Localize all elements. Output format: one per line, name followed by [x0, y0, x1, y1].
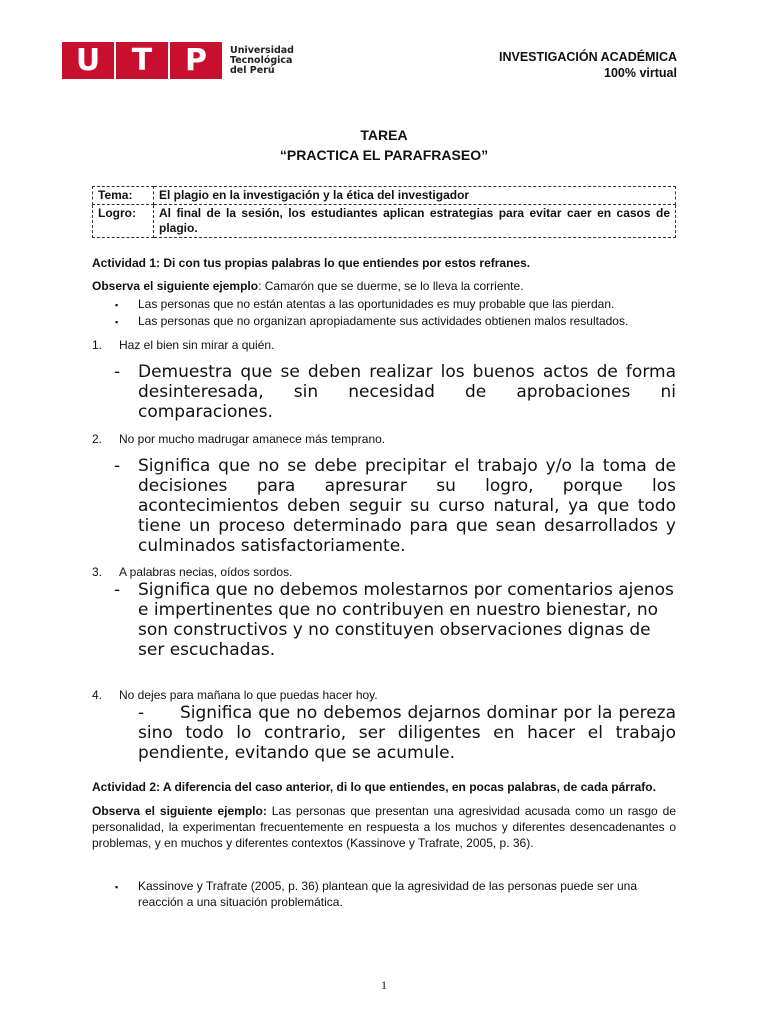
- page-number: 1: [381, 978, 387, 992]
- example-bullet-1: Las personas que no están atentas a las oportunidades es muy probable que las pierdan.: [138, 297, 615, 311]
- square-bullet-icon: ▪: [115, 317, 119, 327]
- title-line-2: “PRACTICA EL PARAFRASEO”: [279, 147, 489, 163]
- refran-3-text: A palabras necias, oídos sordos.: [119, 565, 293, 579]
- logo-university-name: [230, 46, 294, 76]
- logro-value: Al final de la sesión, los estudiantes aplican estrategias para evitar caer en casos de plagio.: [154, 205, 676, 238]
- utp-logo: [62, 42, 294, 79]
- activity2-example-text: Las personas que presentan una agresividad acusada como un rasgo de personalidad, la experimentan frecuentemente en respuesta a los muchos y diferentes desencadenantes o problemas, y en muchos y diferentes contextos (Kassinove y Trafrate, 2005, p. 36).: [92, 804, 676, 850]
- activity1-example: [92, 278, 524, 294]
- logo-text-line-3: del Perú: [230, 64, 275, 76]
- info-table: [92, 186, 676, 238]
- logo-letter-p: P: [170, 42, 222, 79]
- logo-text-line-2: Tecnológica: [230, 54, 293, 66]
- list-item: [115, 296, 675, 313]
- logro-label: Logro:: [93, 205, 154, 238]
- activity2-bullets: [115, 878, 676, 910]
- activity1-example-bullets: [115, 296, 675, 330]
- refran-4: [92, 687, 378, 703]
- list-item: [115, 878, 676, 910]
- example-bullet-2: Las personas que no organizan apropiadamente sus actividades obtienen malos resultados.: [138, 314, 629, 328]
- tema-value: El plagio en la investigación y la ética del investigador: [154, 187, 676, 205]
- answer-3: [114, 580, 676, 660]
- logo-text-line-1: Universidad: [230, 44, 294, 56]
- refran-2: [92, 431, 385, 447]
- activity2-heading: Actividad 2: A diferencia del caso anterior, di lo que entiendes, en pocas palabras, de cada párrafo.: [92, 780, 656, 794]
- activity1-heading: Actividad 1: Di con tus propias palabras lo que entiendes por estos refranes.: [92, 256, 531, 270]
- refran-3: [92, 564, 292, 580]
- answer-1-dash: -: [114, 362, 121, 382]
- page-title: [0, 125, 768, 165]
- activity2-bullet-1: Kassinove y Trafrate (2005, p. 36) plantean que la agresividad de las personas puede ser una reacción a una situación problemática.: [138, 879, 637, 909]
- answer-1-text: Demuestra que se deben realizar los buenos actos de forma desinteresada, sin necesidad de aprobaciones ni comparaciones.: [138, 362, 676, 422]
- activity2-example-label: Observa el siguiente ejemplo:: [92, 804, 267, 818]
- square-bullet-icon: ▪: [115, 882, 119, 892]
- answer-2-dash: -: [114, 456, 121, 476]
- tema-label: Tema:: [93, 187, 154, 205]
- refran-2-number: 2.: [92, 432, 103, 446]
- activity1-example-label: Observa el siguiente ejemplo: [92, 279, 259, 293]
- refran-4-number: 4.: [92, 688, 103, 702]
- answer-3-dash: -: [114, 580, 121, 600]
- header-line-1: INVESTIGACIÓN ACADÉMICA: [498, 50, 677, 64]
- logo-letter-t: T: [116, 42, 168, 79]
- answer-4: [138, 703, 676, 763]
- activity2-example: [92, 803, 676, 851]
- refran-1-text: Haz el bien sin mirar a quién.: [119, 338, 275, 352]
- answer-3-text: Significa que no debemos molestarnos por comentarios ajenos e impertinentes que no contribuyen en nuestro bienestar, no son constructivos y no constituyen observaciones dignas de ser escuchadas.: [138, 580, 674, 660]
- refran-3-number: 3.: [92, 565, 103, 579]
- square-bullet-icon: ▪: [115, 300, 119, 310]
- answer-2-text: Significa que no se debe precipitar el trabajo y/o la toma de decisiones para apresurar su logro, porque los acontecimientos deben seguir su curso natural, ya que todo tiene un proceso determinado para que sean desarrollados y culminados satisfactoriamente.: [138, 456, 676, 556]
- answer-4-dash: -: [138, 703, 145, 723]
- refran-4-text: No dejes para mañana lo que puedas hacer hoy.: [119, 688, 378, 702]
- answer-1: [114, 362, 676, 422]
- answer-2: [114, 456, 676, 556]
- header-line-2: 100% virtual: [604, 66, 677, 80]
- answer-4-text: Significa que no debemos dejarnos dominar por la pereza sino todo lo contrario, ser diligentes en hacer el trabajo pendiente, evitando que se acumule.: [138, 703, 676, 763]
- refran-1-number: 1.: [92, 338, 103, 352]
- activity1-example-text: : Camarón que se duerme, se lo lleva la corriente.: [258, 279, 524, 293]
- refran-1: [92, 337, 274, 353]
- tema-row: [93, 187, 676, 205]
- list-item: [115, 313, 675, 330]
- logro-row: [93, 205, 676, 238]
- title-line-1: TAREA: [360, 127, 408, 143]
- logo-letter-u: U: [62, 42, 114, 79]
- header-course-info: [499, 49, 677, 81]
- refran-2-text: No por mucho madrugar amanece más temprano.: [119, 432, 386, 446]
